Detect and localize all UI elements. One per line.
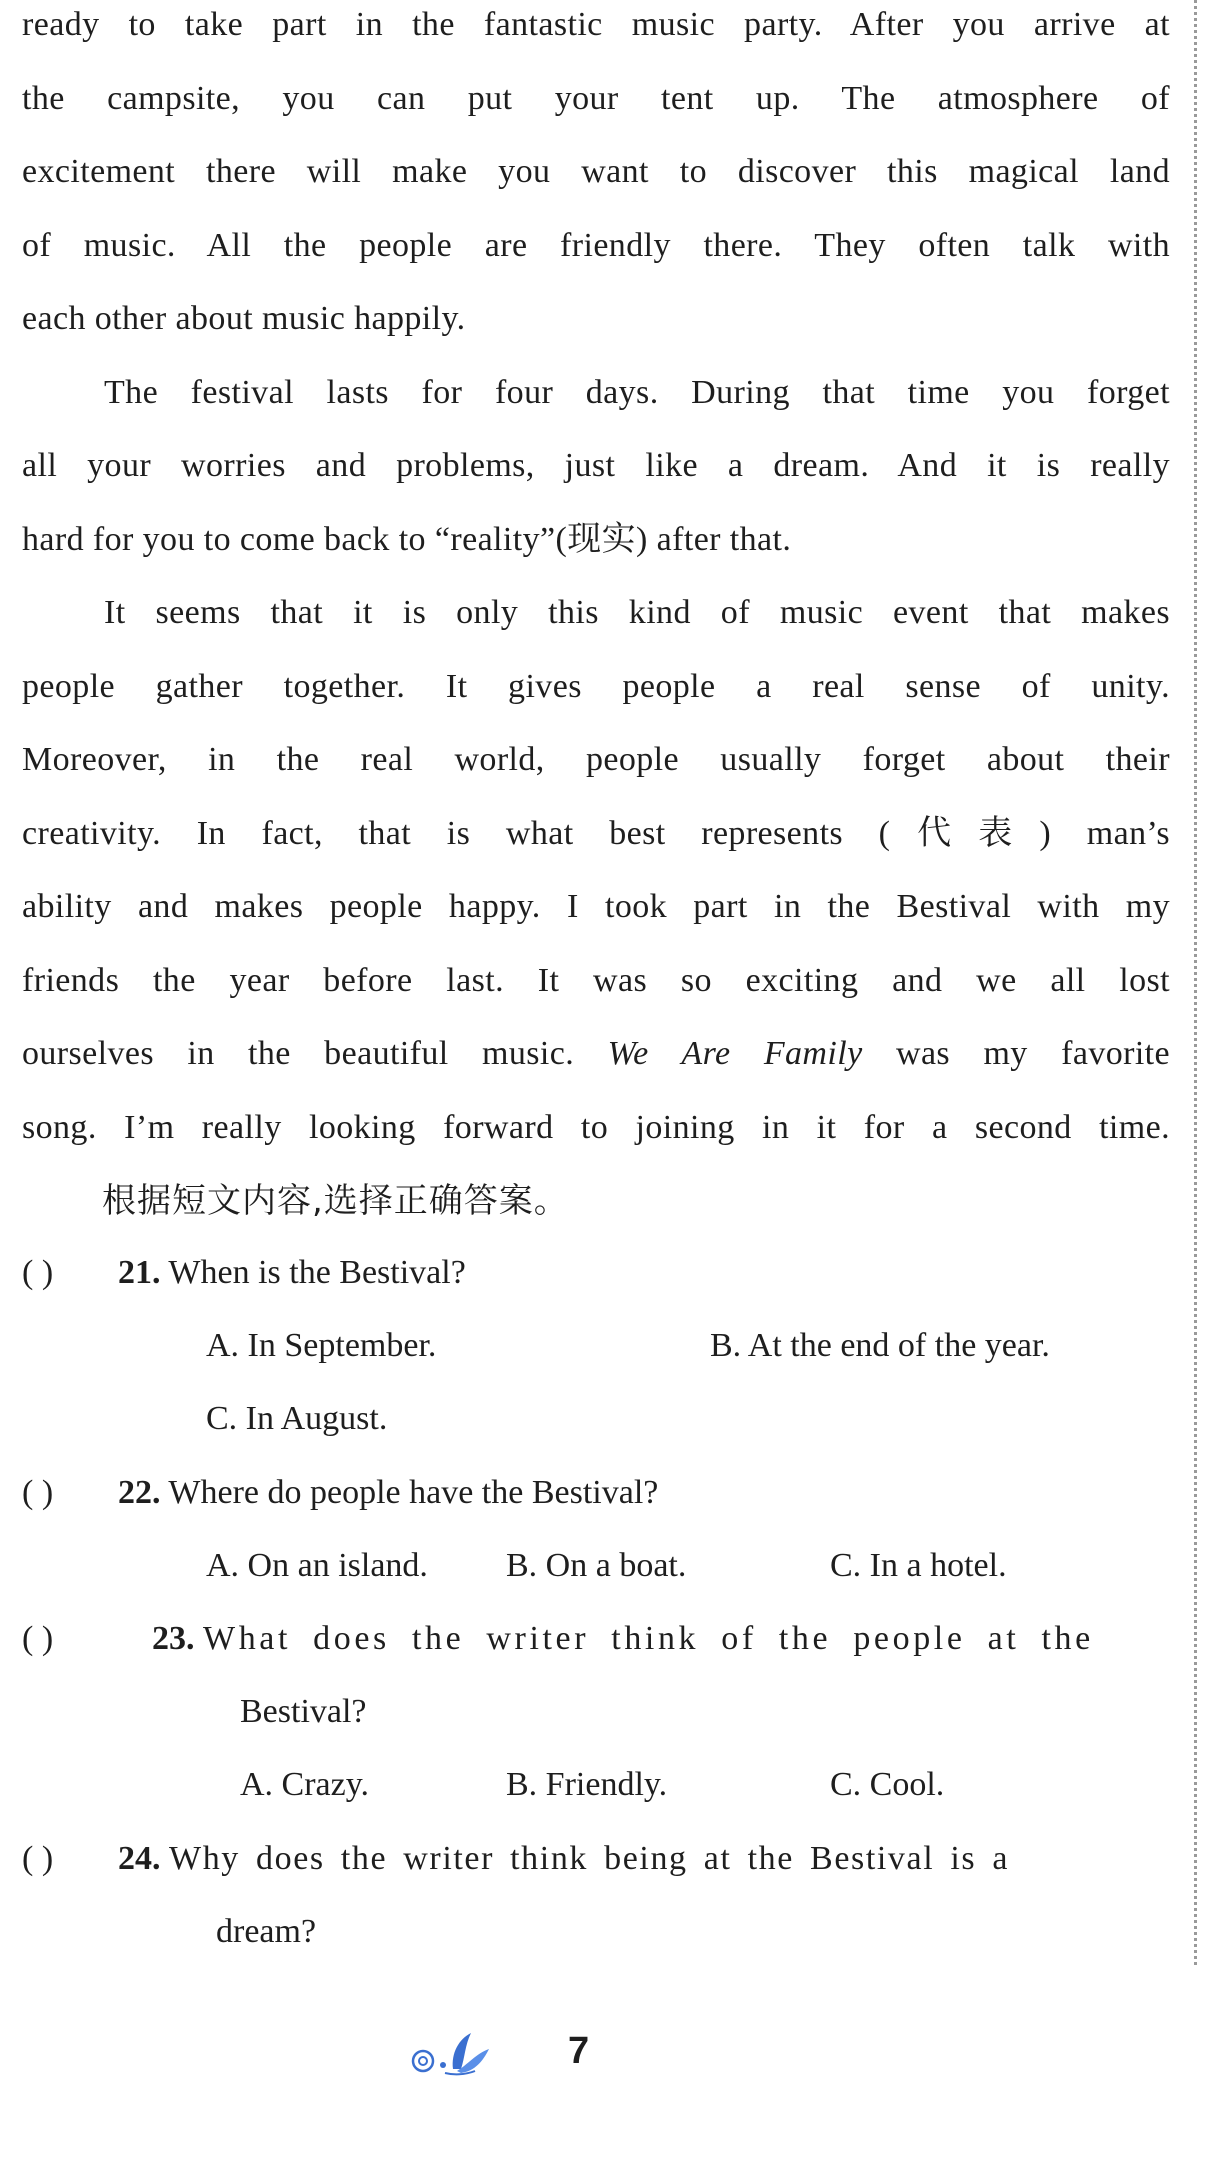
option-a[interactable]: A. Crazy. [240,1766,370,1803]
instruction-text: 根据短文内容,选择正确答案。 [102,1181,569,1221]
option-a[interactable]: A. On an island. [206,1547,428,1584]
paragraph-2 [22,356,1170,577]
passage-line: the campsite, you can put your tent up. The atmosphere of [22,79,1170,117]
option-c[interactable]: C. In a hotel. [830,1547,1007,1584]
paragraph-3 [22,576,1170,1164]
question-23 [22,1620,1170,1658]
passage-text: was my favorite [895,1035,1171,1072]
question-text: Bestival? [240,1693,367,1730]
option-b[interactable]: B. Friendly. [506,1766,668,1803]
passage-line: hard for you to come back to “reality”(现实) after that. [22,520,792,558]
passage-line: excitement there will make you want to discover this magical land [22,153,1170,190]
question-text: Why does the writer think being at the Bestival is a [169,1840,1010,1877]
question-text: Where do people have the Bestival? [168,1474,659,1511]
question-number: 21. [118,1254,161,1291]
passage-text: ourselves in the beautiful music. [22,1035,575,1072]
question-text: What does the writer think of the people at the [203,1620,1094,1657]
option-b[interactable]: B. On a boat. [506,1547,687,1584]
question-24-continued [216,1913,316,1951]
question-24 [22,1840,1009,1878]
passage-line-with-song-title [22,1017,1170,1091]
passage-line: creativity. In fact, that is what best represents (代表) man’s [22,814,1170,852]
passage-line: all your worries and problems, just like a dream. And it is really [22,447,1170,484]
passage-line: each other about music happily. [22,300,466,337]
passage-line: ready to take part in the fantastic music party. After you arrive at [22,6,1170,43]
answer-blank[interactable]: ( ) [22,1474,54,1511]
passage-line: Moreover, in the real world, people usually forget about their [22,741,1170,778]
option-c[interactable]: C. Cool. [830,1766,945,1803]
answer-blank[interactable]: ( ) [22,1840,54,1877]
song-title: We Are Family [607,1035,863,1072]
passage-line: of music. All the people are friendly there. They often talk with [22,226,1170,264]
answer-blank[interactable]: ( ) [22,1620,54,1657]
dotted-margin-line [1194,0,1197,1965]
question-text: When is the Bestival? [168,1254,466,1291]
question-23-continued [240,1693,367,1731]
passage-line: people gather together. It gives people a real sense of unity. [22,667,1170,705]
reading-passage [22,0,1170,1164]
option-b[interactable]: B. At the end of the year. [710,1327,1050,1364]
passage-line: friends the year before last. It was so exciting and we all lost [22,961,1170,999]
passage-line: It seems that it is only this kind of music event that makes [104,594,1170,631]
page-number: 7 [568,2030,590,2072]
question-number: 23. [152,1620,195,1657]
option-c[interactable]: C. In August. [206,1400,388,1437]
passage-line: The festival lasts for four days. During that time you forget [104,373,1170,411]
question-22 [22,1474,658,1512]
paragraph-1 [22,0,1170,356]
question-number: 24. [118,1840,161,1877]
answer-blank[interactable]: ( ) [22,1254,54,1291]
passage-line: ability and makes people happy. I took part in the Bestival with my [22,888,1170,925]
question-text: dream? [216,1913,317,1950]
option-a[interactable]: A. In September. [206,1327,437,1364]
passage-line: song. I’m really looking forward to joining in it for a second time. [22,1108,1170,1146]
swirl-butterfly-icon [405,2025,495,2085]
question-21 [22,1254,466,1292]
question-number: 22. [118,1474,161,1511]
